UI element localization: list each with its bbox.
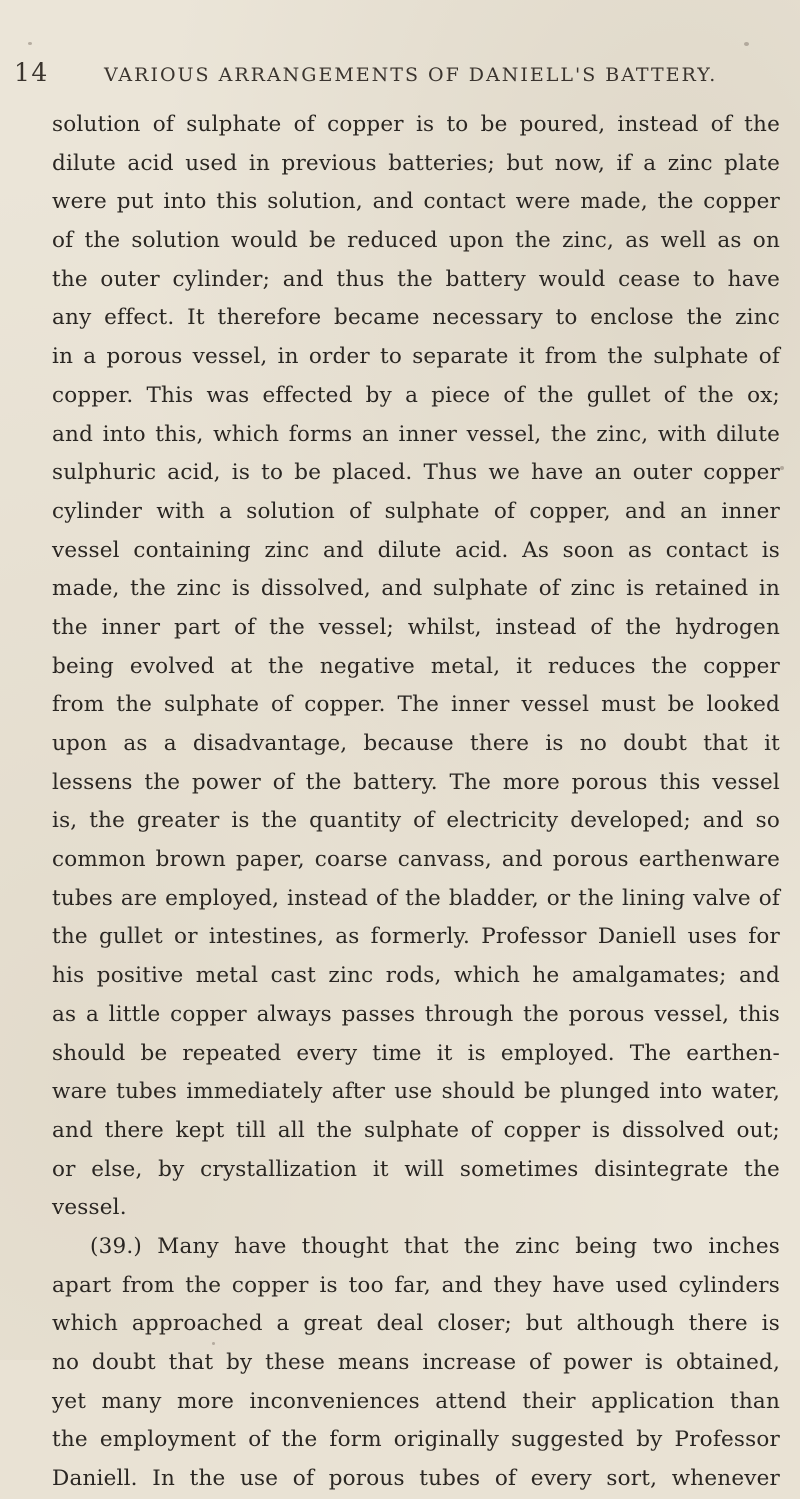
text-line: in a porous vessel, in order to separate it from the sulphate of — [52, 344, 780, 370]
running-head: VARIOUS ARRANGEMENTS OF DANIELL'S BATTERY. — [104, 64, 718, 86]
body-text — [52, 106, 780, 1499]
text-line: lessens the power of the battery. The more porous this vessel — [52, 769, 780, 795]
text-line: made, the zinc is dissolved, and sulphate of zinc is retained in — [52, 576, 780, 602]
text-line: should be repeated every time it is employed. The earthen- — [52, 1040, 780, 1066]
text-line: being evolved at the negative metal, it reduces the copper — [52, 653, 780, 679]
text-line: vessel. — [52, 1195, 127, 1221]
text-line: the gullet or intestines, as formerly. Professor Daniell uses for — [52, 924, 780, 950]
text-line: or else, by crystallization it will sometimes disintegrate the — [52, 1156, 780, 1182]
text-line: sulphuric acid, is to be placed. Thus we have an outer copper — [52, 460, 780, 486]
page-header — [14, 58, 774, 87]
text-line: dilute acid used in previous batteries; but now, if a zinc plate — [52, 150, 780, 176]
text-line: the outer cylinder; and thus the battery would cease to have — [52, 266, 780, 292]
text-line: cylinder with a solution of sulphate of copper, and an inner — [52, 498, 780, 524]
text-line: tubes are employed, instead of the bladder, or the lining valve of — [52, 885, 780, 911]
paper-speck — [212, 1342, 215, 1345]
text-line: ware tubes immediately after use should be plunged into water, — [52, 1079, 780, 1105]
text-line: his positive metal cast zinc rods, which he amalgamates; and — [52, 963, 780, 989]
text-line: and into this, which forms an inner vessel, the zinc, with dilute — [52, 421, 780, 447]
text-line: as a little copper always passes through the porous vessel, this — [52, 1001, 780, 1027]
text-line: of the solution would be reduced upon the zinc, as well as on — [52, 228, 780, 254]
text-line: common brown paper, coarse canvass, and porous earthenware — [52, 847, 780, 873]
text-line: any effect. It therefore became necessary to enclose the zinc — [52, 305, 780, 331]
text-line: (39.) Many have thought that the zinc being two inches — [90, 1233, 780, 1259]
text-line: copper. This was effected by a piece of the gullet of the ox; — [52, 382, 780, 408]
paper-speck — [28, 42, 32, 45]
text-line: which approached a great deal closer; but although there is — [52, 1311, 780, 1337]
text-line: were put into this solution, and contact were made, the copper — [52, 189, 780, 215]
text-line: no doubt that by these means increase of power is obtained, — [52, 1350, 780, 1375]
text-line: the employment of the form originally suggested by Professor — [52, 1427, 780, 1453]
text-line: yet many more inconveniences attend their application than — [52, 1388, 780, 1414]
text-line: vessel containing zinc and dilute acid. As soon as contact is — [52, 537, 780, 563]
text-line: upon as a disadvantage, because there is no doubt that it — [52, 731, 780, 756]
text-line: from the sulphate of copper. The inner vessel must be looked — [52, 692, 780, 718]
paper-speck — [780, 466, 784, 470]
text-line: Daniell. In the use of porous tubes of every sort, whenever — [52, 1466, 780, 1492]
text-line: solution of sulphate of copper is to be poured, instead of the — [52, 112, 780, 137]
text-line: and there kept till all the sulphate of copper is dissolved out; — [52, 1117, 780, 1143]
text-line: apart from the copper is too far, and they have used cylinders — [52, 1272, 780, 1298]
paper-speck — [744, 42, 749, 46]
text-line: is, the greater is the quantity of electricity developed; and so — [52, 808, 780, 834]
page-number: 14 — [14, 58, 49, 87]
text-line: the inner part of the vessel; whilst, instead of the hydrogen — [52, 614, 780, 640]
